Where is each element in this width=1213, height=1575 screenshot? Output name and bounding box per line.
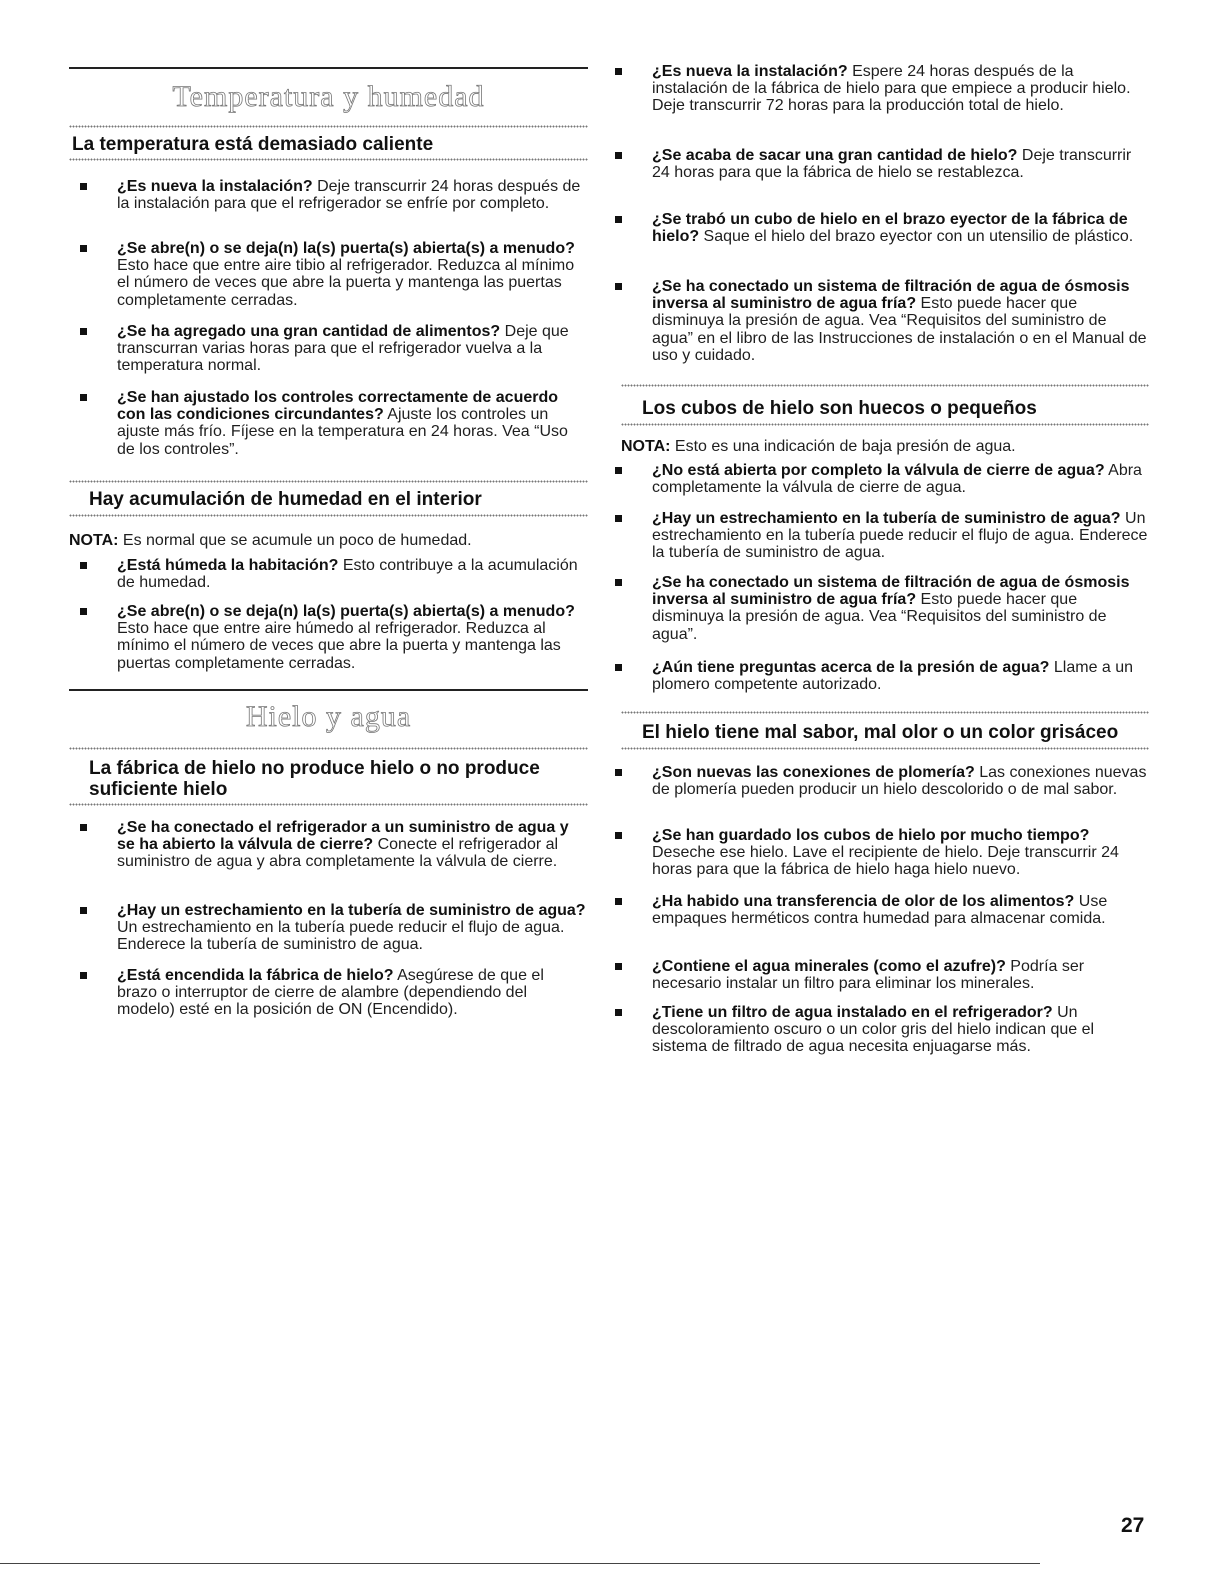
item-question: ¿No está abierta por completo la válvula de cierre de agua? <box>652 462 1105 479</box>
item-question: ¿Se abre(n) o se deja(n) la(s) puerta(s) abierta(s) a menudo? <box>117 603 575 620</box>
list-item <box>652 574 1150 643</box>
list-item <box>652 278 1150 364</box>
item-answer: Saque el hielo del brazo eyector con un utensilio de plástico. <box>699 228 1134 246</box>
note-text: Es normal que se acumule un poco de humedad. <box>118 532 472 549</box>
bullet-icon <box>615 769 622 776</box>
list-item <box>652 211 1150 245</box>
bullet-icon <box>80 562 87 569</box>
item-question: ¿Ha habido una transferencia de olor de los alimentos? <box>652 893 1075 910</box>
item-answer: Podría ser necesario instalar un filtro para eliminar los minerales. <box>652 958 1085 993</box>
bullet-icon <box>615 152 622 159</box>
item-answer: Ajuste los controles un ajuste más frío. Fíjese en la temperatura en 24 horas. Vea “Uso de los controles”. <box>117 406 568 458</box>
item-answer: Deje transcurrir 24 horas para que la fábrica de hielo se restablezca. <box>652 147 1132 182</box>
list-item <box>117 323 587 375</box>
bullet-icon <box>615 283 622 290</box>
note <box>69 532 588 549</box>
bullet-icon <box>80 824 87 831</box>
list-item <box>652 764 1150 798</box>
list-item <box>117 902 587 954</box>
item-question: ¿Se han ajustado los controles correctamente de acuerdo con las condiciones circundantes? <box>117 389 559 424</box>
item-answer: Asegúrese de que el brazo o interruptor de cierre de alambre (dependiendo del modelo) esté en la posición de ON (Encendido). <box>117 967 544 1019</box>
item-question: ¿Se acaba de sacar una gran cantidad de hielo? <box>652 147 1018 164</box>
list-item <box>652 659 1150 693</box>
item-question: ¿Se ha agregado una gran cantidad de alimentos? <box>117 323 501 340</box>
item-answer: Esto hace que entre aire húmedo al refrigerador. Reduzca al mínimo el número de veces que abre la puerta y mantenga las puertas completamente cerradas. <box>117 620 561 672</box>
item-question: ¿Se abre(n) o se deja(n) la(s) puerta(s) abierta(s) a menudo? <box>117 240 575 257</box>
item-question: ¿Es nueva la instalación? <box>652 63 848 80</box>
dotted-divider <box>69 125 588 128</box>
list-item <box>117 557 587 591</box>
list-item <box>117 240 587 309</box>
dotted-divider <box>69 480 588 483</box>
item-answer: Conecte el refrigerador al suministro de agua y abra completamente la válvula de cierre. <box>117 836 559 871</box>
bullet-icon <box>615 664 622 671</box>
bullet-icon <box>615 1009 622 1016</box>
item-answer: Abra completamente la válvula de cierre de agua. <box>652 462 1142 497</box>
section-top-rule <box>69 67 588 69</box>
item-answer: Esto puede hacer que disminuya la presión de agua. Vea “Requisitos del suministro de agua”. <box>652 591 1107 643</box>
item-answer: Esto hace que entre aire tibio al refrigerador. Reduzca al mínimo el número de veces que abre la puerta y mantenga las puertas completamente cerradas. <box>117 257 575 309</box>
note-text: Esto es una indicación de baja presión de agua. <box>670 438 1016 455</box>
subheading-humidity: Hay acumulación de humedad en el interior <box>89 489 482 510</box>
item-question: ¿Se ha conectado el refrigerador a un suministro de agua y se ha abierto la válvula de cierre? <box>117 819 569 854</box>
subheading-too-warm: La temperatura está demasiado caliente <box>72 134 434 155</box>
item-question: ¿Contiene el agua minerales (como el azufre)? <box>652 958 1006 975</box>
item-question: ¿Es nueva la instalación? <box>117 178 313 195</box>
list-item <box>117 603 587 672</box>
bullet-icon <box>615 963 622 970</box>
dotted-divider <box>621 711 1149 714</box>
item-question: ¿Tiene un filtro de agua instalado en el refrigerador? <box>652 1004 1053 1021</box>
item-answer: Deje transcurrir 24 horas después de la instalación para que el refrigerador se enfríe por completo. <box>117 178 581 213</box>
list-item <box>117 967 587 1019</box>
dotted-divider <box>69 514 588 517</box>
list-item <box>117 389 587 458</box>
item-answer: Llame a un plomero competente autorizado. <box>652 659 1134 694</box>
item-answer: Deseche ese hielo. Lave el recipiente de hielo. Deje transcurrir 24 horas para que la fábrica de hielo haga hielo nuevo. <box>652 844 1119 879</box>
bullet-icon <box>80 972 87 979</box>
list-item <box>117 178 587 212</box>
item-answer: Espere 24 horas después de la instalación de la fábrica de hielo para que empiece a producir hielo. Deje transcurrir 72 horas para la producción total de hielo. <box>652 63 1131 115</box>
subheading-hollow: Los cubos de hielo son huecos o pequeños <box>642 398 1037 419</box>
item-answer: Esto contribuye a la acumulación de humedad. <box>117 557 578 592</box>
list-item <box>652 1004 1150 1056</box>
list-item <box>652 147 1150 181</box>
item-question: ¿Se han guardado los cubos de hielo por mucho tiempo? <box>652 827 1090 844</box>
dotted-divider <box>621 747 1149 750</box>
item-question: ¿Se trabó un cubo de hielo en el brazo eyector de la fábrica de hielo? <box>652 211 1128 246</box>
item-answer: Deje que transcurran varias horas para que el refrigerador vuelva a la temperatura normal. <box>117 323 569 375</box>
list-item <box>652 893 1150 927</box>
list-item <box>652 462 1150 496</box>
bullet-icon <box>80 245 87 252</box>
bullet-icon <box>615 467 622 474</box>
bullet-icon <box>80 183 87 190</box>
bullet-icon <box>80 608 87 615</box>
dotted-divider <box>69 747 588 750</box>
list-item <box>652 63 1150 115</box>
section-top-rule <box>69 689 588 691</box>
bullet-icon <box>615 216 622 223</box>
dotted-divider <box>69 158 588 161</box>
bullet-icon <box>80 907 87 914</box>
subheading-no-ice: La fábrica de hielo no produce hielo o no produce suficiente hielo <box>89 758 540 800</box>
item-question: ¿Aún tiene preguntas acerca de la presión de agua? <box>652 659 1050 676</box>
note <box>621 438 1149 455</box>
item-answer: Un estrechamiento en la tubería puede reducir el flujo de agua. Enderece la tubería de suministro de agua. <box>652 510 1148 562</box>
item-question: ¿Se ha conectado un sistema de filtración de agua de ósmosis inversa al suministro de agua fría? <box>652 574 1130 609</box>
item-answer: Un descoloramiento oscuro o un color gris del hielo indican que el sistema de filtrado de agua necesita enjuagarse más. <box>652 1004 1095 1056</box>
item-question: ¿Está encendida la fábrica de hielo? <box>117 967 394 984</box>
bullet-icon <box>615 515 622 522</box>
page-number: 27 <box>1121 1514 1145 1537</box>
bottom-rule <box>0 1563 1040 1564</box>
bullet-icon <box>615 68 622 75</box>
list-item <box>652 958 1150 992</box>
dotted-divider <box>621 423 1149 426</box>
dotted-divider <box>69 803 588 806</box>
bullet-icon <box>615 579 622 586</box>
item-answer: Use empaques herméticos contra humedad para almacenar comida. <box>652 893 1108 928</box>
dotted-divider <box>621 384 1149 387</box>
bullet-icon <box>80 394 87 401</box>
list-item <box>652 510 1150 562</box>
note-label: NOTA: <box>69 532 119 549</box>
item-question: ¿Hay un estrechamiento en la tubería de suministro de agua? <box>652 510 1121 527</box>
item-answer: Las conexiones nuevas de plomería pueden producir un hielo descolorido o de mal sabor. <box>652 764 1147 799</box>
list-item <box>652 827 1150 879</box>
item-question: ¿Se ha conectado un sistema de filtración de agua de ósmosis inversa al suministro de agua fría? <box>652 278 1130 313</box>
list-item <box>117 819 587 871</box>
item-answer: Esto puede hacer que disminuya la presión de agua. Vea “Requisitos del suministro de agua” en el libro de las Instrucciones de instalación o en el Manual de uso y cuidado. <box>652 295 1147 364</box>
bullet-icon <box>80 328 87 335</box>
bullet-icon <box>615 898 622 905</box>
bullet-icon <box>615 832 622 839</box>
item-question: ¿Está húmeda la habitación? <box>117 557 339 574</box>
item-question: ¿Son nuevas las conexiones de plomería? <box>652 764 975 781</box>
item-question: ¿Hay un estrechamiento en la tubería de suministro de agua? <box>117 902 586 919</box>
item-answer: Un estrechamiento en la tubería puede reducir el flujo de agua. Enderece la tubería de suministro de agua. <box>117 919 565 954</box>
section-title-temperature: Temperatura y humedad <box>172 80 485 113</box>
subheading-bad-taste: El hielo tiene mal sabor, mal olor o un color grisáceo <box>642 722 1119 743</box>
note-label: NOTA: <box>621 438 671 455</box>
section-title-ice-water: Hielo y agua <box>245 700 412 733</box>
